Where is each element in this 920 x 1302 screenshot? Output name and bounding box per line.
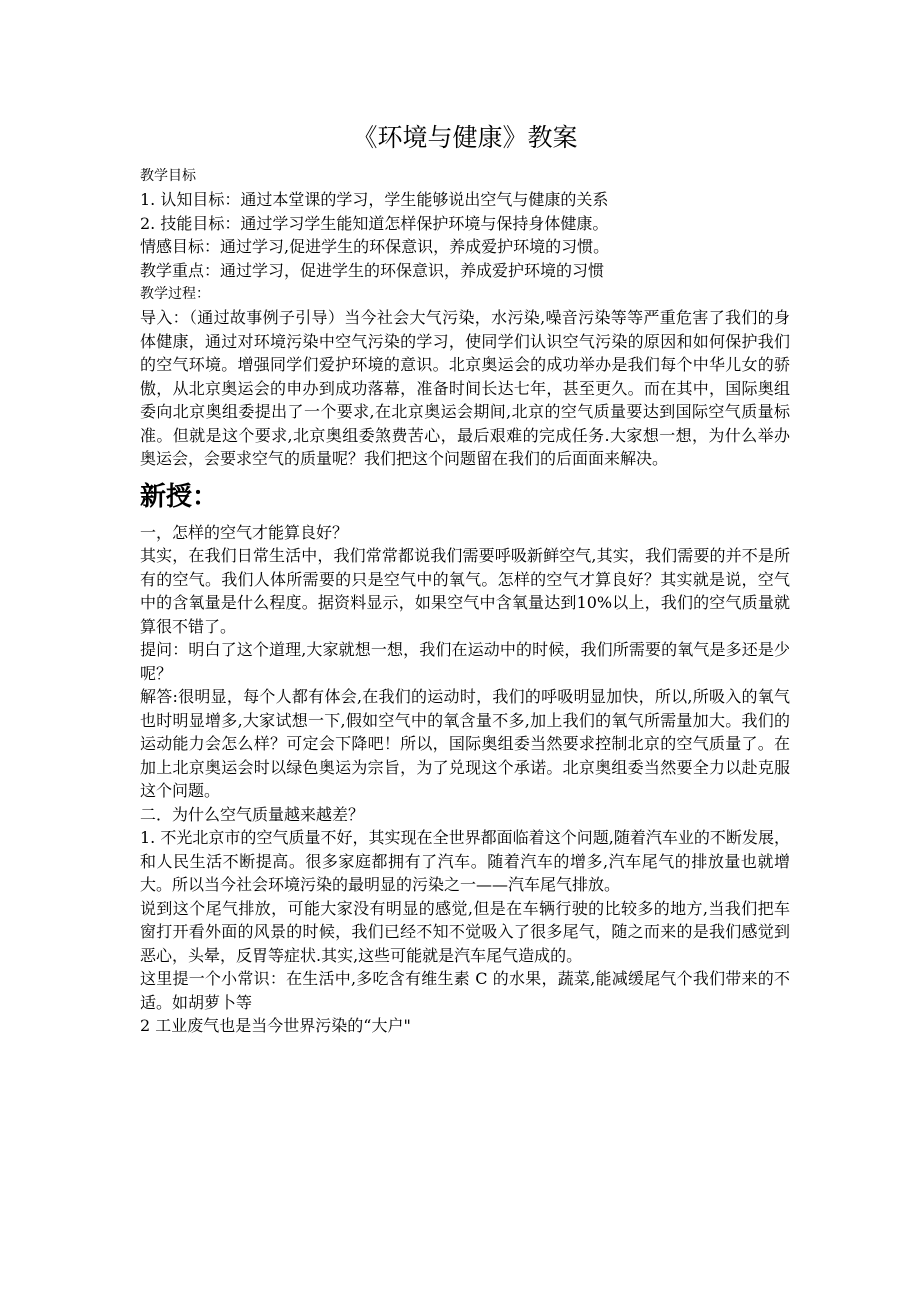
exhaust-note-paragraph: 说到这个尾气排放，可能大家没有明显的感觉,但是在车辆行驶的比较多的地方,当我们把车窗打开看外面的风景的时候，我们已经不知不觉吸入了很多尾气，随之而来的是我们感觉到恶心，头晕，反胃等症状.其实,这些可能就是汽车尾气造成的。 <box>140 898 790 965</box>
reason-one-paragraph: 1. 不光北京市的空气质量不好，其实现在全世界都面临着这个问题,随着汽车业的不断发展，和人民生活不断提高。很多家庭都拥有了汽车。随着汽车的增多,汽车尾气的排放量也就增大。所以当今社会环境污染的最明显的污染之一——汽车尾气排放。 <box>140 828 790 894</box>
objective-skill: 2. 技能目标：通过学习学生能知道怎样保护环境与保持身体健康。 <box>140 213 609 233</box>
answer-paragraph: 解答:很明显，每个人都有体会,在我们的运动时，我们的呼吸明显加快，所以,所吸入的氧气也时明显增多,大家试想一下,假如空气中的氧含量不多,加上我们的氧气所需量加大。我们的运动能力会怎么样？可定会下降吧！所以，国际奥组委当然要求控制北京的空气质量了。在加上北京奥运会时以绿色奥运为宗旨，为了兑现这个承诺。北京奥组委当然要全力以赴克服这个问题。 <box>140 687 790 800</box>
objective-emotion: 情感目标：通过学习,促进学生的环保意识，养成爱护环境的习惯。 <box>140 237 610 256</box>
section-one-body: 其实，在我们日常生活中，我们常常都说我们需要呼吸新鲜空气,其实，我们需要的并不是所有的空气。我们人体所需要的只是空气中的氧气。怎样的空气才算良好？其实就是说，空气中的含氧量是什么程度。据资料显示，如果空气中含氧量达到10%以上，我们的空气质量就算很不错了。 <box>140 546 790 636</box>
section-two-heading: 二．为什么空气质量越来越差？ <box>140 804 365 824</box>
reason-two-paragraph: 2 工业废气也是当今世界污染的“大户" <box>140 1016 411 1035</box>
document-page <box>140 118 790 1038</box>
key-point: 教学重点：通过学习，促进学生的环保意识，养成爱护环境的习惯 <box>140 260 605 280</box>
new-lesson-heading: 新授： <box>140 481 219 512</box>
process-label: 教学过程： <box>140 286 210 302</box>
intro-paragraph: 导入：（通过故事例子引导）当今社会大气污染，水污染,噪音污染等等严重危害了我们的身体健康，通过对环境污染中空气污染的学习，使同学们认识空气污染的原因和如何保护我们的空气环境。增强同学们爱护环境的意识。北京奥运会的成功举办是我们每个中华儿女的骄傲，从北京奥运会的申办到成功落幕，准备时间长达七年，甚至更久。而在其中，国际奥组委向北京奥组委提出了一个要求,在北京奥运会期间,北京的空气质量要达到国际空气质量标准。但就是这个要求,北京奥组委煞费苦心，最后艰难的完成任务.大家想一想，为什么举办奥运会，会要求空气的质量呢？我们把这个问题留在我们的后面面来解决。 <box>140 308 790 468</box>
section-one-heading: 一，怎样的空气才能算良好？ <box>140 522 349 542</box>
objective-cognitive: 1. 认知目标：通过本堂课的学习，学生能够说出空气与健康的关系 <box>140 190 609 209</box>
document-title: 《环境与健康》教案 <box>352 123 578 152</box>
question-paragraph: 提问：明白了这个道理,大家就想一想，我们在运动中的时候，我们所需要的氧气是多还是少呢？ <box>140 640 790 683</box>
tip-paragraph: 这里提一个小常识：在生活中,多吃含有维生素 C 的水果，蔬菜,能减缓尾气个我们带来的不适。如胡萝卜等 <box>140 969 790 1012</box>
objectives-label: 教学目标 <box>140 168 196 184</box>
